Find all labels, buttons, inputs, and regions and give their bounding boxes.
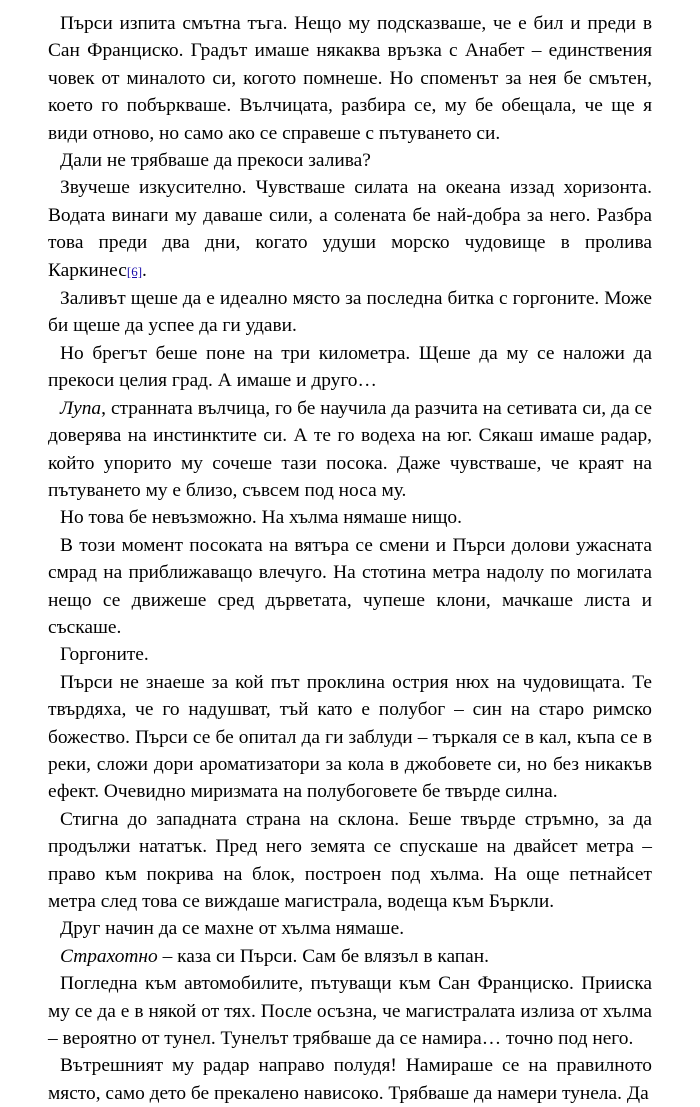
paragraph-text: . [142,259,147,281]
paragraph: Но брегът беше поне на три километра. Щеше да му се наложи да прекоси целия град. А имаше и друго… [48,342,652,392]
paragraph: В този момент посоката на вятъра се смени и Пърси долови ужасната смрад на приближаващо влечуго. На стотина метра надолу по могилата нещо се движеше сред дърветата, чупеше клони, мачкаше листа и съскаше. [48,534,652,638]
paragraph: Друг начин да се махне от хълма нямаше. [60,918,405,940]
paragraph-text: , странната вълчица, го бе научила да разчита на сетивата си, да се доверява на инстинктите си. А те го водеха на юг. Сякаш имаше радар, който упорито му сочеше тази посока. Даже чувстваше, че краят на пътуването му е близо, съвсем под носа му. [48,397,652,501]
italic-word: Страхотно [60,945,158,967]
paragraph: Но това бе невъзможно. На хълма нямаше нищо. [60,507,462,529]
footnote-link[interactable]: [6] [126,263,143,279]
paragraph: Заливът щеше да е идеално място за последна битка с горгоните. Може би щеше да успее да ги удави. [48,288,652,337]
paragraph [48,943,652,970]
paragraph: Горгоните. [60,644,149,666]
paragraph-text: Звучеше изкусително. Чувстваше силата на океана иззад хоризонта. Водата винаги му даваше сили, а солената бе най-добра за него. Разбра това преди два дни, когато удуши морско чудовище в пролива Каркинес [48,177,652,281]
paragraph: Дали не трябваше да прекоси залива? [60,150,371,172]
paragraph: Вътрешният му радар направо полудя! Намираше се на правилното място, само дето бе прекалено нависоко. Трябваше да намери тунела. Да [48,1055,652,1104]
paragraph [48,395,652,505]
paragraph: Погледна към автомобилите, пътуващи към Сан Франциско. Прииска му се да е в някой от тях. После осъзна, че магистралата излиза от хълма – вероятно от тунел. Тунелът трябваше да се намира… точно под него. [48,973,652,1050]
paragraph [48,174,652,285]
paragraph-text: – каза си Пърси. Сам бе влязъл в капан. [157,945,490,967]
paragraph: Пърси изпита смътна тъга. Нещо му подсказваше, че е бил и преди в Сан Франциско. Градът имаше някаква връзка с Анабет – единствения човек от миналото си, когото помнеше. Но споменът за нея бе смътен, което го побъркваше. Вълчицата, разбира се, му бе обещала, че ще я види отново, но само ако се справеше с пътуването си. [48,13,652,144]
paragraph: Пърси не знаеше за кой път проклина острия нюх на чудовищата. Те твърдяха, че го надушват, тъй като е полубог – син на старо римско божество. Пърси се бе опитал да ги заблуди – търкаля се в кал, къпа се в реки, сложи дори ароматизатори за кола в джобовете си, но без никакъв ефект. Очевидно миризмата на полубоговете бе твърде силна. [48,671,652,803]
paragraph: Стигна до западната страна на склона. Беше твърде стръмно, за да продължи нататък. Пред него земята се спускаше на двайсет метра – право към покрива на блок, построен под хълма. На още петнайсет метра след това се виждаше магистрала, водеща към Бъркли. [48,808,652,912]
italic-word: Лупа [60,397,102,419]
